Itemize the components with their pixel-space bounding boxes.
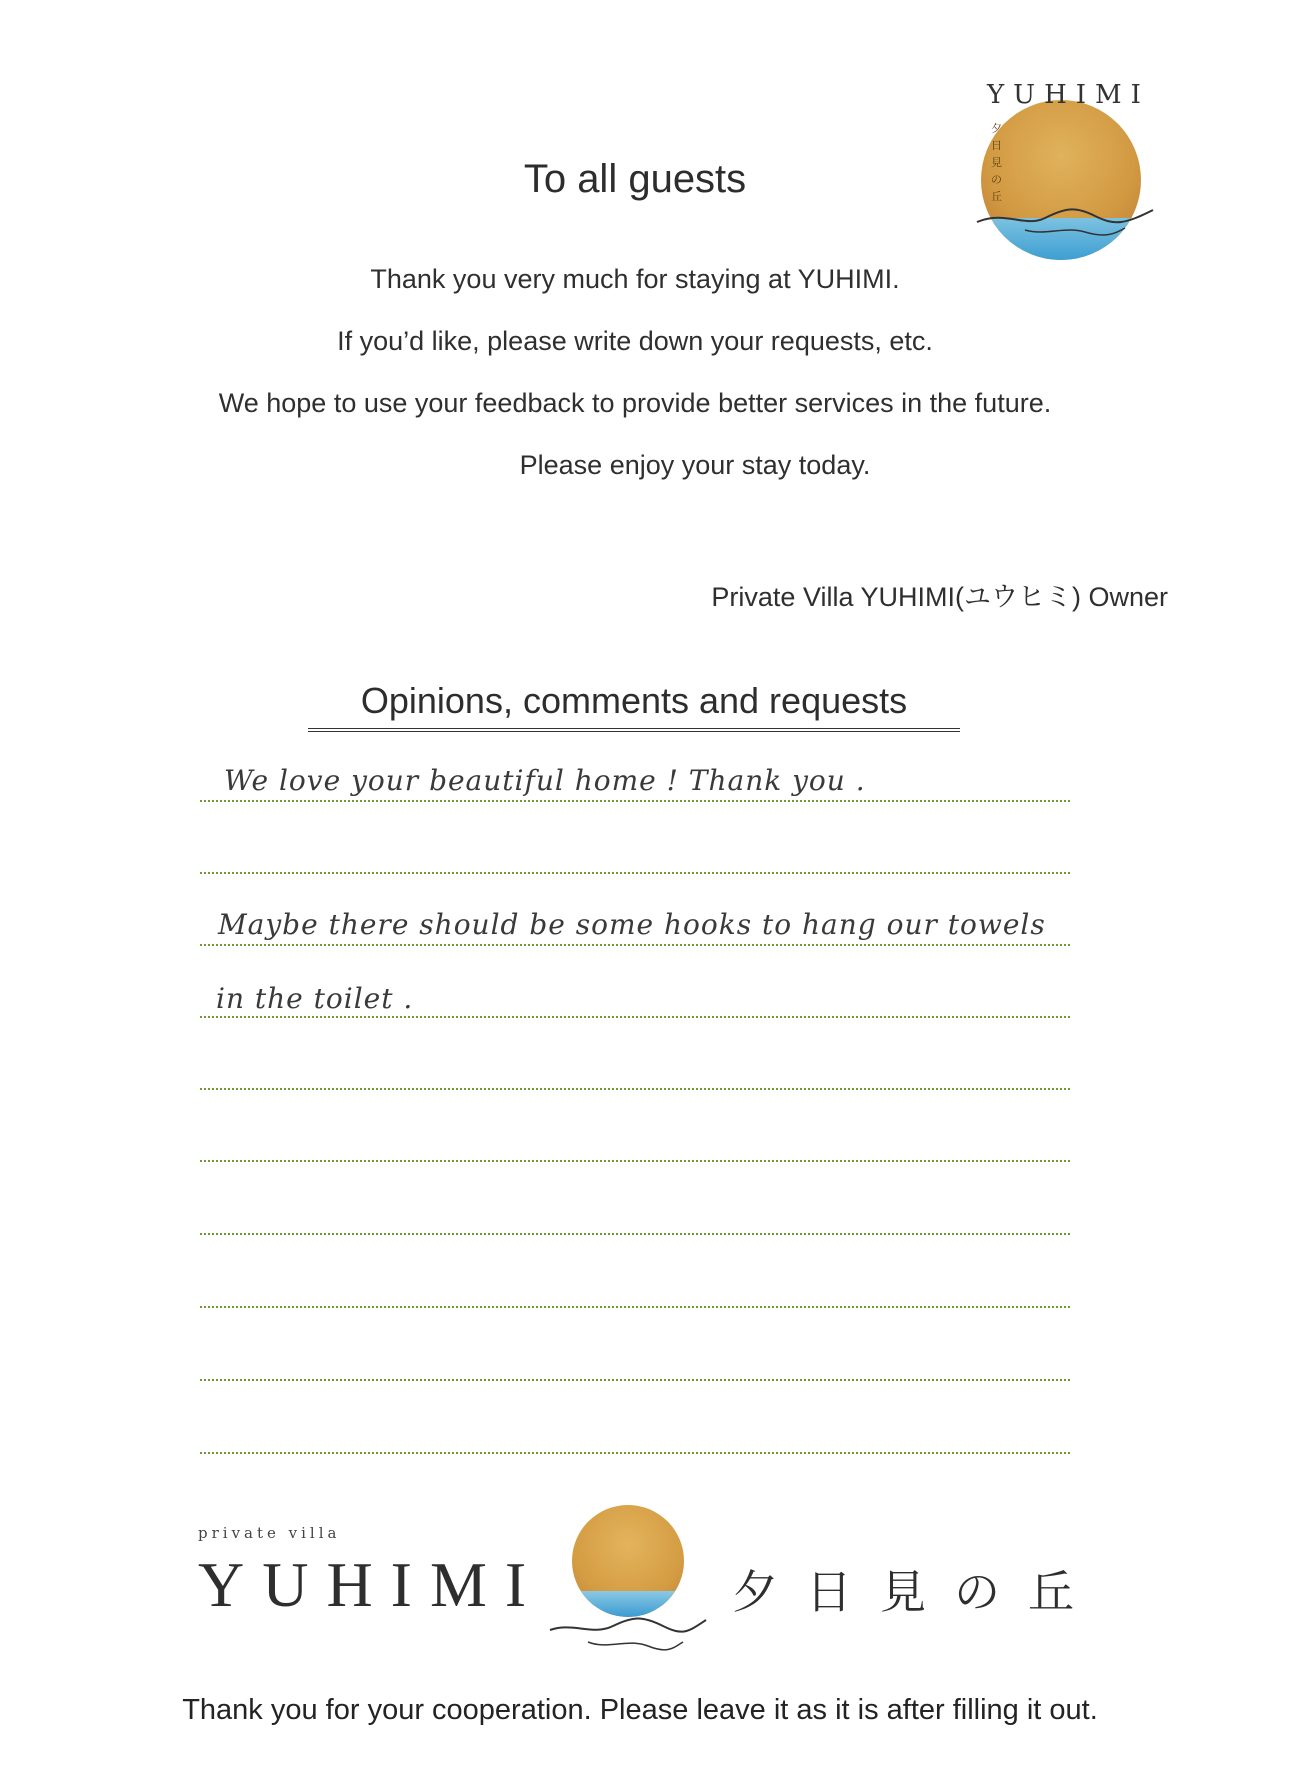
page-title: To all guests: [523, 157, 747, 201]
bottom-logo-jp-name: 夕日見の丘: [732, 1565, 1102, 1619]
bottom-sun-icon: [572, 1505, 684, 1617]
ruled-line: [200, 1379, 1070, 1381]
owner-signature: Private Villa YUHIMI(ユウヒミ) Owner: [711, 582, 1168, 612]
top-logo-kanji: 夕日見の丘: [991, 122, 1002, 203]
handwritten-line-4: in the toilet .: [216, 982, 414, 1015]
top-logo-word: YUHIMI: [987, 80, 1150, 110]
ruled-line: [200, 1160, 1070, 1162]
handwritten-line-3: Maybe there should be some hooks to hang our towels: [218, 908, 1046, 941]
handwritten-line-1: We love your beautiful home ! Thank you .: [224, 764, 866, 797]
ruled-line: [200, 1306, 1070, 1308]
message-line-1: Thank you very much for staying at YUHIMI.: [370, 264, 900, 294]
bottom-logo-small-label: private villa: [198, 1524, 341, 1542]
ruled-line: [200, 1452, 1070, 1454]
footer-note: Thank you for your cooperation. Please leave it as it is after filling it out.: [182, 1694, 1098, 1726]
ruled-line: [200, 1016, 1070, 1018]
message-line-4: Please enjoy your stay today.: [519, 450, 871, 480]
bottom-wave-signature-icon: [548, 1612, 708, 1656]
ruled-line: [200, 800, 1070, 802]
wave-signature-icon: [975, 200, 1155, 240]
ruled-line: [200, 944, 1070, 946]
message-line-3: We hope to use your feedback to provide better services in the future.: [218, 388, 1052, 418]
ruled-line: [200, 1233, 1070, 1235]
bottom-logo-word: YUHIMI: [198, 1549, 545, 1620]
ruled-line: [200, 872, 1070, 874]
ruled-line: [200, 1088, 1070, 1090]
message-line-2: If you’d like, please write down your requests, etc.: [337, 326, 933, 356]
section-heading: Opinions, comments and requests: [308, 680, 960, 732]
